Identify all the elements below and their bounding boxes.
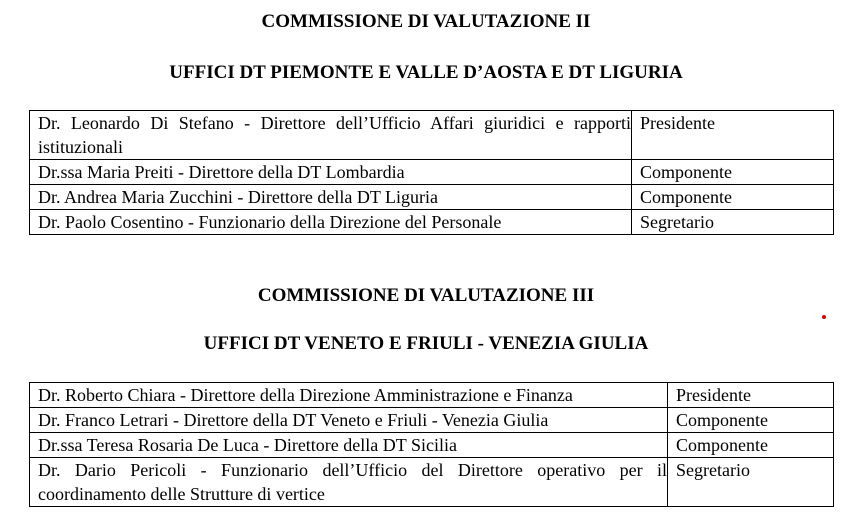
member-cell: Dr.ssa Teresa Rosaria De Luca - Direttore della DT Sicilia bbox=[30, 433, 668, 458]
table-row bbox=[30, 383, 834, 408]
commission-iii-table bbox=[29, 382, 834, 507]
member-cell: Dr. Leonardo Di Stefano - Direttore dell’Ufficio Affari giuridici e rapporti istituzionali bbox=[30, 111, 632, 160]
role-cell: Segretario bbox=[668, 458, 834, 507]
role-cell: Componente bbox=[632, 160, 834, 185]
table-row bbox=[30, 210, 834, 235]
commission-iii-title: COMMISSIONE DI VALUTAZIONE III bbox=[257, 285, 595, 306]
table-row bbox=[30, 185, 834, 210]
role-cell: Componente bbox=[668, 408, 834, 433]
commission-ii-table bbox=[29, 110, 834, 235]
role-cell: Presidente bbox=[632, 111, 834, 160]
table-row bbox=[30, 111, 834, 160]
table-row bbox=[30, 160, 834, 185]
role-cell: Componente bbox=[632, 185, 834, 210]
table-row bbox=[30, 458, 834, 507]
member-cell: Dr. Andrea Maria Zucchini - Direttore della DT Liguria bbox=[30, 185, 632, 210]
commission-iii-subtitle: UFFICI DT VENETO E FRIULI - VENEZIA GIULIA bbox=[203, 333, 649, 354]
member-cell: Dr. Franco Letrari - Direttore della DT Veneto e Friuli - Venezia Giulia bbox=[30, 408, 668, 433]
member-cell: Dr. Dario Pericoli - Funzionario dell’Ufficio del Direttore operativo per il coordinamento delle Strutture di vertice bbox=[30, 458, 668, 507]
red-dot-mark bbox=[822, 315, 826, 319]
role-cell: Componente bbox=[668, 433, 834, 458]
member-cell: Dr.ssa Maria Preiti - Direttore della DT Lombardia bbox=[30, 160, 632, 185]
table-row bbox=[30, 408, 834, 433]
member-cell: Dr. Paolo Cosentino - Funzionario della Direzione del Personale bbox=[30, 210, 632, 235]
role-cell: Presidente bbox=[668, 383, 834, 408]
commission-ii-subtitle: UFFICI DT PIEMONTE E VALLE D’AOSTA E DT LIGURIA bbox=[169, 62, 683, 83]
role-cell: Segretario bbox=[632, 210, 834, 235]
table-row bbox=[30, 433, 834, 458]
commission-ii-title: COMMISSIONE DI VALUTAZIONE II bbox=[261, 11, 591, 32]
member-cell: Dr. Roberto Chiara - Direttore della Direzione Amministrazione e Finanza bbox=[30, 383, 668, 408]
